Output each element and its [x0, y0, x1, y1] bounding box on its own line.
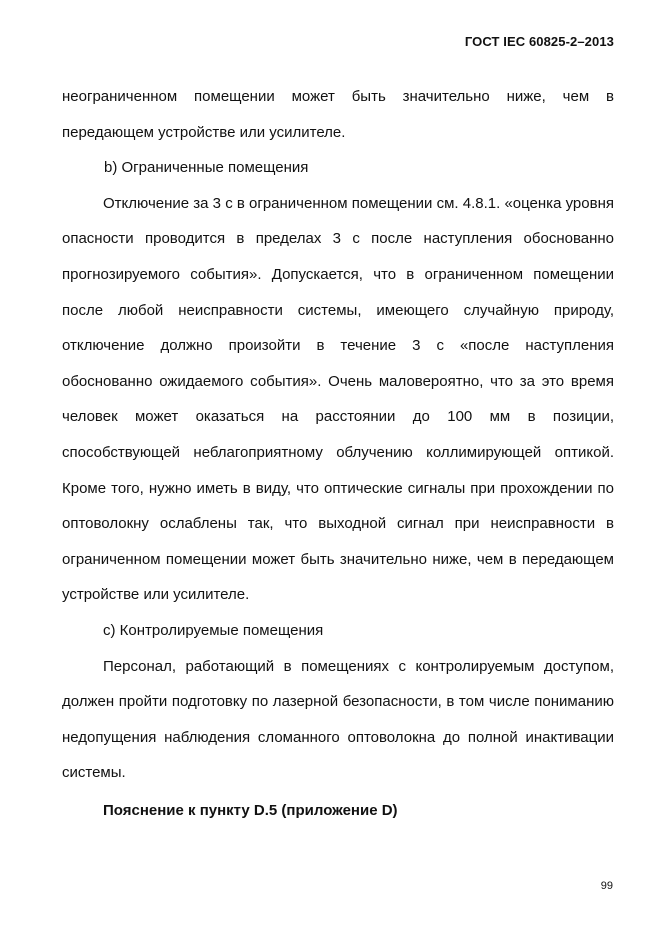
paragraph-continuation: неограниченном помещении может быть значительно ниже, чем в передающем устройстве или усилителе.	[62, 88, 614, 141]
page-content	[62, 79, 614, 828]
document-header: ГОСТ IEC 60825-2–2013	[464, 34, 614, 49]
clause-heading-d5: Пояснение к пункту D.5 (приложение D)	[103, 801, 398, 819]
section-heading-c: c) Контролируемые помещения	[103, 621, 324, 639]
paragraph-limited-rooms: Отключение за 3 с в ограниченном помещении см. 4.8.1. «оценка уровня опасности проводится в пределах 3 с после наступления обоснованно прогнозируемого события». Допускается, что в ограниченном помещении после любой неисправности системы, имеющего случайную природу, отключение должно произойти в течение 3 с «после наступления обоснованно ожидаемого события». Очень маловероятно, что за это время человек может оказаться на расстоянии до 100 мм в позиции, способствующей неблагоприятному облучению коллимирующей оптикой. Кроме того, нужно иметь в виду, что оптические сигналы при прохождении по оптоволокну ослаблены так, что выходной сигнал при неисправности в ограниченном помещении может быть значительно ниже, чем в передающем устройстве или усилителе.	[62, 194, 614, 604]
paragraph-controlled-rooms: Персонал, работающий в помещениях с контролируемым доступом, должен пройти подготовку по лазерной безопасности, в том числе пониманию недопущения наблюдения сломанного оптоволокна до полной инактивации системы.	[62, 657, 614, 782]
page-number: 99	[600, 880, 613, 892]
section-heading-b: b) Ограниченные помещения	[104, 159, 309, 177]
